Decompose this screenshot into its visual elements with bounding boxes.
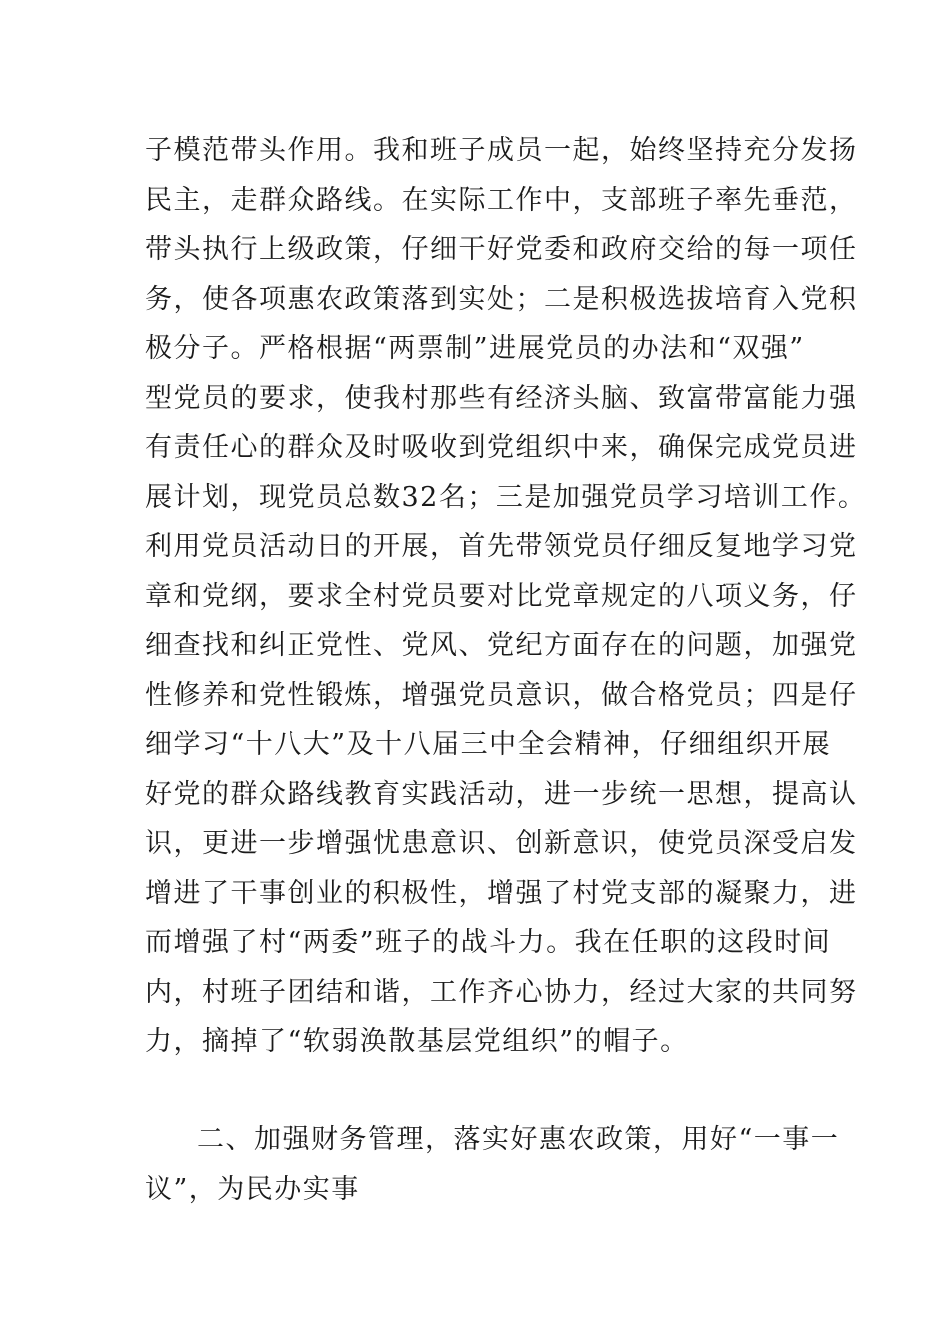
body-paragraph	[145, 126, 867, 1067]
paragraph-line: 务，使各项惠农政策落到实处；二是积极选拔培育入党积	[145, 283, 858, 315]
paragraph-line: 民主，走群众路线。在实际工作中，支部班子率先垂范，	[145, 184, 858, 216]
paragraph-line: 带头执行上级政策，仔细干好党委和政府交给的每一项任	[145, 234, 858, 265]
paragraph-line: 利用党员活动日的开展，首先带领党员仔细反复地学习党	[145, 531, 858, 562]
paragraph-line: 有责任心的群众及时吸收到党组织中来，确保完成党员进	[145, 432, 858, 463]
paragraph-line: 而增强了村“两委”班子的战斗力。我在任职的这段时间	[145, 927, 832, 958]
paragraph-line: 细学习“十八大”及十八届三中全会精神，仔细组织开展	[145, 729, 832, 760]
paragraph-line: 章和党纲，要求全村党员要对比党章规定的八项义务，仔	[145, 580, 858, 612]
paragraph-line: 力，摘掉了“软弱涣散基层党组织”的帽子。	[145, 1026, 689, 1057]
paragraph-line: 识，更进一步增强忧患意识、创新意识，使党员深受启发	[145, 828, 858, 859]
paragraph-line: 好党的群众路线教育实践活动，进一步统一思想，提高认	[145, 778, 858, 810]
paragraph-line: 性修养和党性锻炼，增强党员意识，做合格党员；四是仔	[145, 679, 858, 711]
section-heading	[145, 1115, 840, 1214]
heading-line: 议”，为民办实事	[145, 1173, 360, 1205]
paragraph-line: 内，村班子团结和谐，工作齐心协力，经过大家的共同努	[145, 976, 858, 1008]
paragraph-line: 增进了干事创业的积极性，增强了村党支部的凝聚力，进	[145, 877, 858, 909]
paragraph-line: 展计划，现党员总数32名；三是加强党员学习培训工作。	[145, 481, 867, 513]
heading-line: 二、加强财务管理，落实好惠农政策，用好“一事一	[197, 1124, 840, 1155]
paragraph-line: 细查找和纠正党性、党风、党纪方面存在的问题，加强党	[145, 630, 858, 661]
paragraph-line: 子模范带头作用。我和班子成员一起，始终坚持充分发扬	[145, 135, 858, 166]
paragraph-line: 型党员的要求，使我村那些有经济头脑、致富带富能力强	[145, 382, 858, 414]
paragraph-line: 极分子。严格根据“两票制”进展党员的办法和“双强”	[145, 333, 805, 364]
